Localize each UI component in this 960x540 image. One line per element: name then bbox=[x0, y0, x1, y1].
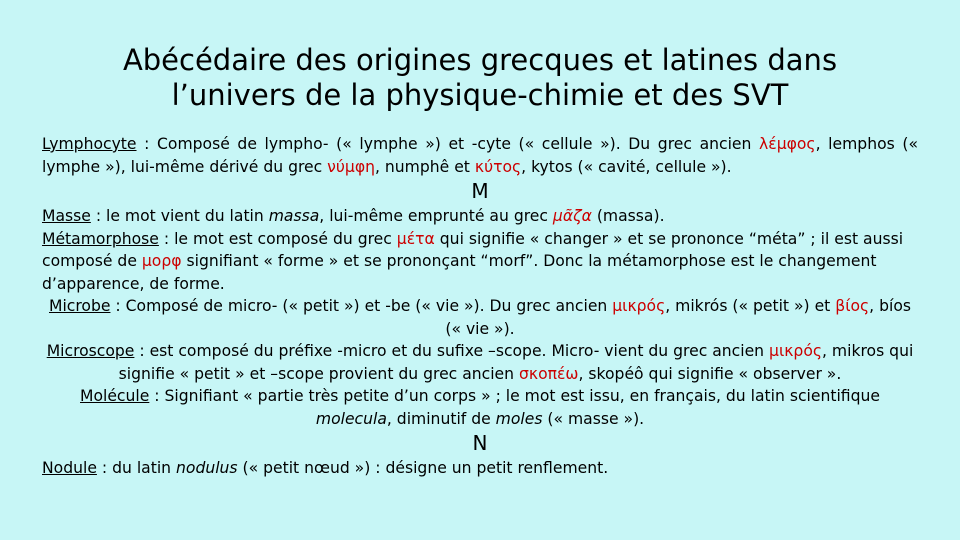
greek-word: νύμφη bbox=[327, 157, 375, 176]
latin-word: molecula bbox=[315, 409, 387, 428]
definition-text: , bíos (« vie »). bbox=[445, 297, 911, 338]
title-line-1: Abécédaire des origines grecques et latines dans bbox=[122, 43, 838, 77]
term: Microbe bbox=[49, 297, 111, 315]
term: Métamorphose bbox=[42, 229, 159, 248]
latin-word: moles bbox=[495, 409, 543, 428]
entry-microbe bbox=[42, 295, 918, 340]
definition-text: , numphê et bbox=[375, 157, 475, 176]
greek-word: μορφ bbox=[141, 252, 182, 270]
definition-text: (massa). bbox=[591, 207, 665, 225]
entry-masse bbox=[42, 205, 918, 228]
entry-microscope bbox=[42, 340, 918, 385]
entry-nodule bbox=[42, 457, 918, 480]
definition-text: : Signifiant « partie très petite d’un corps » ; le mot est issu, en français, du latin scientifique bbox=[149, 387, 880, 405]
term: Molécule bbox=[80, 387, 150, 405]
term: Masse bbox=[42, 207, 91, 225]
greek-word: βίος bbox=[835, 297, 870, 315]
slide-title bbox=[42, 0, 918, 123]
definition-text: , skopéô qui signifie « observer ». bbox=[578, 364, 842, 383]
definition-text: signifiant « forme » et se prononçant “morf”. Donc la métamorphose est le changement d’apparence, de forme. bbox=[42, 252, 877, 293]
greek-word: μᾶζα bbox=[552, 207, 592, 225]
term: Microscope bbox=[46, 342, 135, 360]
definition-text: , mikros qui signifie « petit » et –scope provient du grec ancien bbox=[118, 342, 914, 383]
glossary bbox=[42, 133, 918, 480]
definition-text: , diminutif de bbox=[386, 409, 496, 428]
title-line-2: l’univers de la physique-chimie et des SVT bbox=[171, 78, 789, 112]
definition-text: : Composé de lympho- (« lymphe ») et -cyte (« cellule »). Du grec ancien bbox=[136, 135, 760, 153]
definition-text: qui signifie « changer » et se prononce “méta” ; il est aussi composé de bbox=[42, 229, 904, 270]
greek-word: μικρός bbox=[769, 342, 823, 360]
definition-text: , lemphos (« lymphe »), lui-même dérivé du grec bbox=[42, 135, 918, 176]
definition-text: (« petit nœud ») : désigne un petit renflement. bbox=[237, 459, 609, 477]
definition-text: : le mot est composé du grec bbox=[158, 229, 397, 248]
term: Lymphocyte bbox=[42, 135, 137, 153]
greek-word: σκοπέω bbox=[519, 364, 579, 383]
greek-word: λέμφος bbox=[759, 135, 816, 153]
latin-word: massa bbox=[268, 207, 320, 225]
entry-molecule bbox=[42, 385, 918, 430]
definition-text: , mikrós (« petit ») et bbox=[665, 297, 836, 315]
term: Nodule bbox=[42, 459, 97, 477]
definition-text: : est composé du préfixe -micro et du sufixe –scope. Micro- vient du grec ancien bbox=[134, 342, 770, 360]
greek-word: μέτα bbox=[396, 229, 435, 248]
latin-word: nodulus bbox=[176, 459, 238, 477]
definition-text: , kytos (« cavité, cellule »). bbox=[521, 157, 732, 176]
section-letter-m: M bbox=[471, 179, 489, 203]
entry-metamorphose bbox=[42, 228, 918, 296]
greek-word: μικρός bbox=[612, 297, 666, 315]
definition-text: , lui-même emprunté au grec bbox=[319, 207, 553, 225]
definition-text: : Composé de micro- (« petit ») et -be (« vie »). Du grec ancien bbox=[110, 297, 613, 315]
definition-text: (« masse »). bbox=[542, 409, 645, 428]
definition-text: : du latin bbox=[96, 459, 177, 477]
definition-text: : le mot vient du latin bbox=[90, 207, 269, 225]
section-letter-n: N bbox=[472, 431, 488, 455]
entry-lymphocyte bbox=[42, 133, 918, 178]
greek-word: κύτος bbox=[474, 157, 522, 176]
